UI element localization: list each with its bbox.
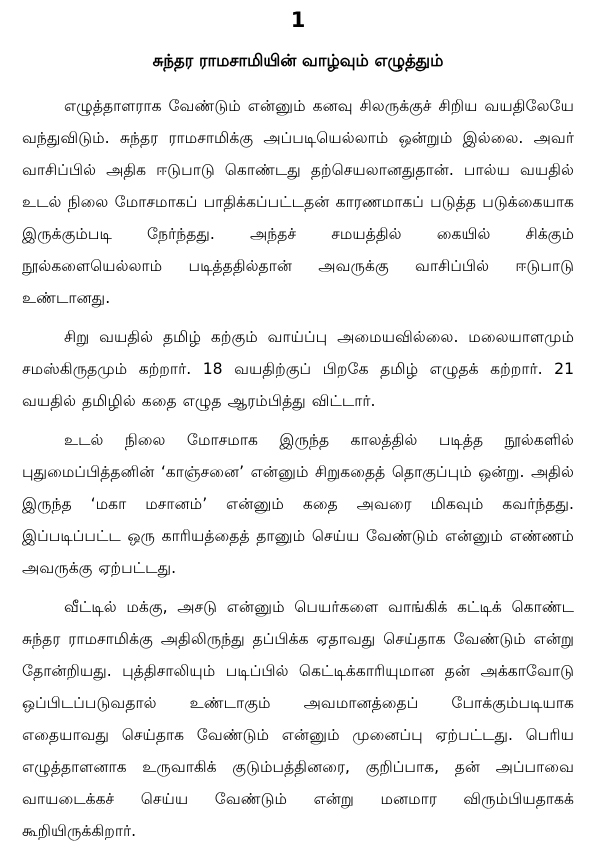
paragraph-3: உடல் நிலை மோசமாக இருந்த காலத்தில் படித்த நூல்களில் புதுமைப்பித்தனின் ‘காஞ்சனை’ என்னும் சிறுகதைத் தொகுப்பும் ஒன்று. அதில் இருந்த ‘மகா மசானம்’ என்னும் கதை அவரை மிகவும் கவர்ந்தது. இப்படிப்பட்ட ஒரு காரியத்தைத் தானும் செய்ய வேண்டும் என்னும் எண்ணம் அவருக்கு ஏற்பட்டது.	[22, 431, 574, 577]
paragraph-4: வீட்டில் மக்கு, அசடு என்னும் பெயர்களை வாங்கிக் கட்டிக் கொண்ட சுந்தர ராமசாமிக்கு அதிலிருந்து தப்பிக்க ஏதாவது செய்தாக வேண்டும் என்று தோன்றியது. புத்திசாலியும் படிப்பில் கெட்டிக்காரியுமான தன் அக்காவோடு ஒப்பிடப்படுவதால் உண்டாகும் அவமானத்தைப் போக்கும்படியாக எதையாவது செய்தாக வேண்டும் என்னும் முனைப்பு ஏற்பட்டது. பெரிய எழுத்தாளனாக உருவாகிக் குடும்பத்தினரை, குறிப்பாக, தன் அப்பாவை வாயடைக்கச் செய்ய வேண்டும் என்று மனமார விரும்பியதாகக் கூறியிருக்கிறார்.	[22, 598, 574, 840]
page-number: 1	[290, 8, 306, 32]
chapter-title: சுந்தர ராமசாமியின் வாழ்வும் எழுத்தும்	[152, 51, 444, 70]
paragraph-1: எழுத்தாளராக வேண்டும் என்னும் கனவு சிலருக்குச் சிறிய வயதிலேயே வந்துவிடும். சுந்தர ராமசாமிக்கு அப்படியெல்லாம் ஒன்றும் இல்லை. அவர் வாசிப்பில் அதிக ஈடுபாடு கொண்டது தற்செயலானதுதான். பால்ய வயதில் உடல் நிலை மோசமாகப் பாதிக்கப்பட்டதன் காரணமாகப் படுத்த படுக்கையாக இருக்கும்படி நேர்ந்தது. அந்தச் சமயத்தில் கையில் சிக்கும் நூல்களையெல்லாம் படித்ததில்தான் அவருக்கு வாசிப்பில் ஈடுபாடு உண்டானது.	[22, 97, 574, 307]
paragraph-2: சிறு வயதில் தமிழ் கற்கும் வாய்ப்பு அமையவில்லை. மலையாளமும் சமஸ்கிருதமும் கற்றார். 18 வயதிற்குப் பிறகே தமிழ் எழுதக் கற்றார். 21 வயதில் தமிழில் கதை எழுத ஆரம்பித்து விட்டார்.	[22, 328, 574, 410]
